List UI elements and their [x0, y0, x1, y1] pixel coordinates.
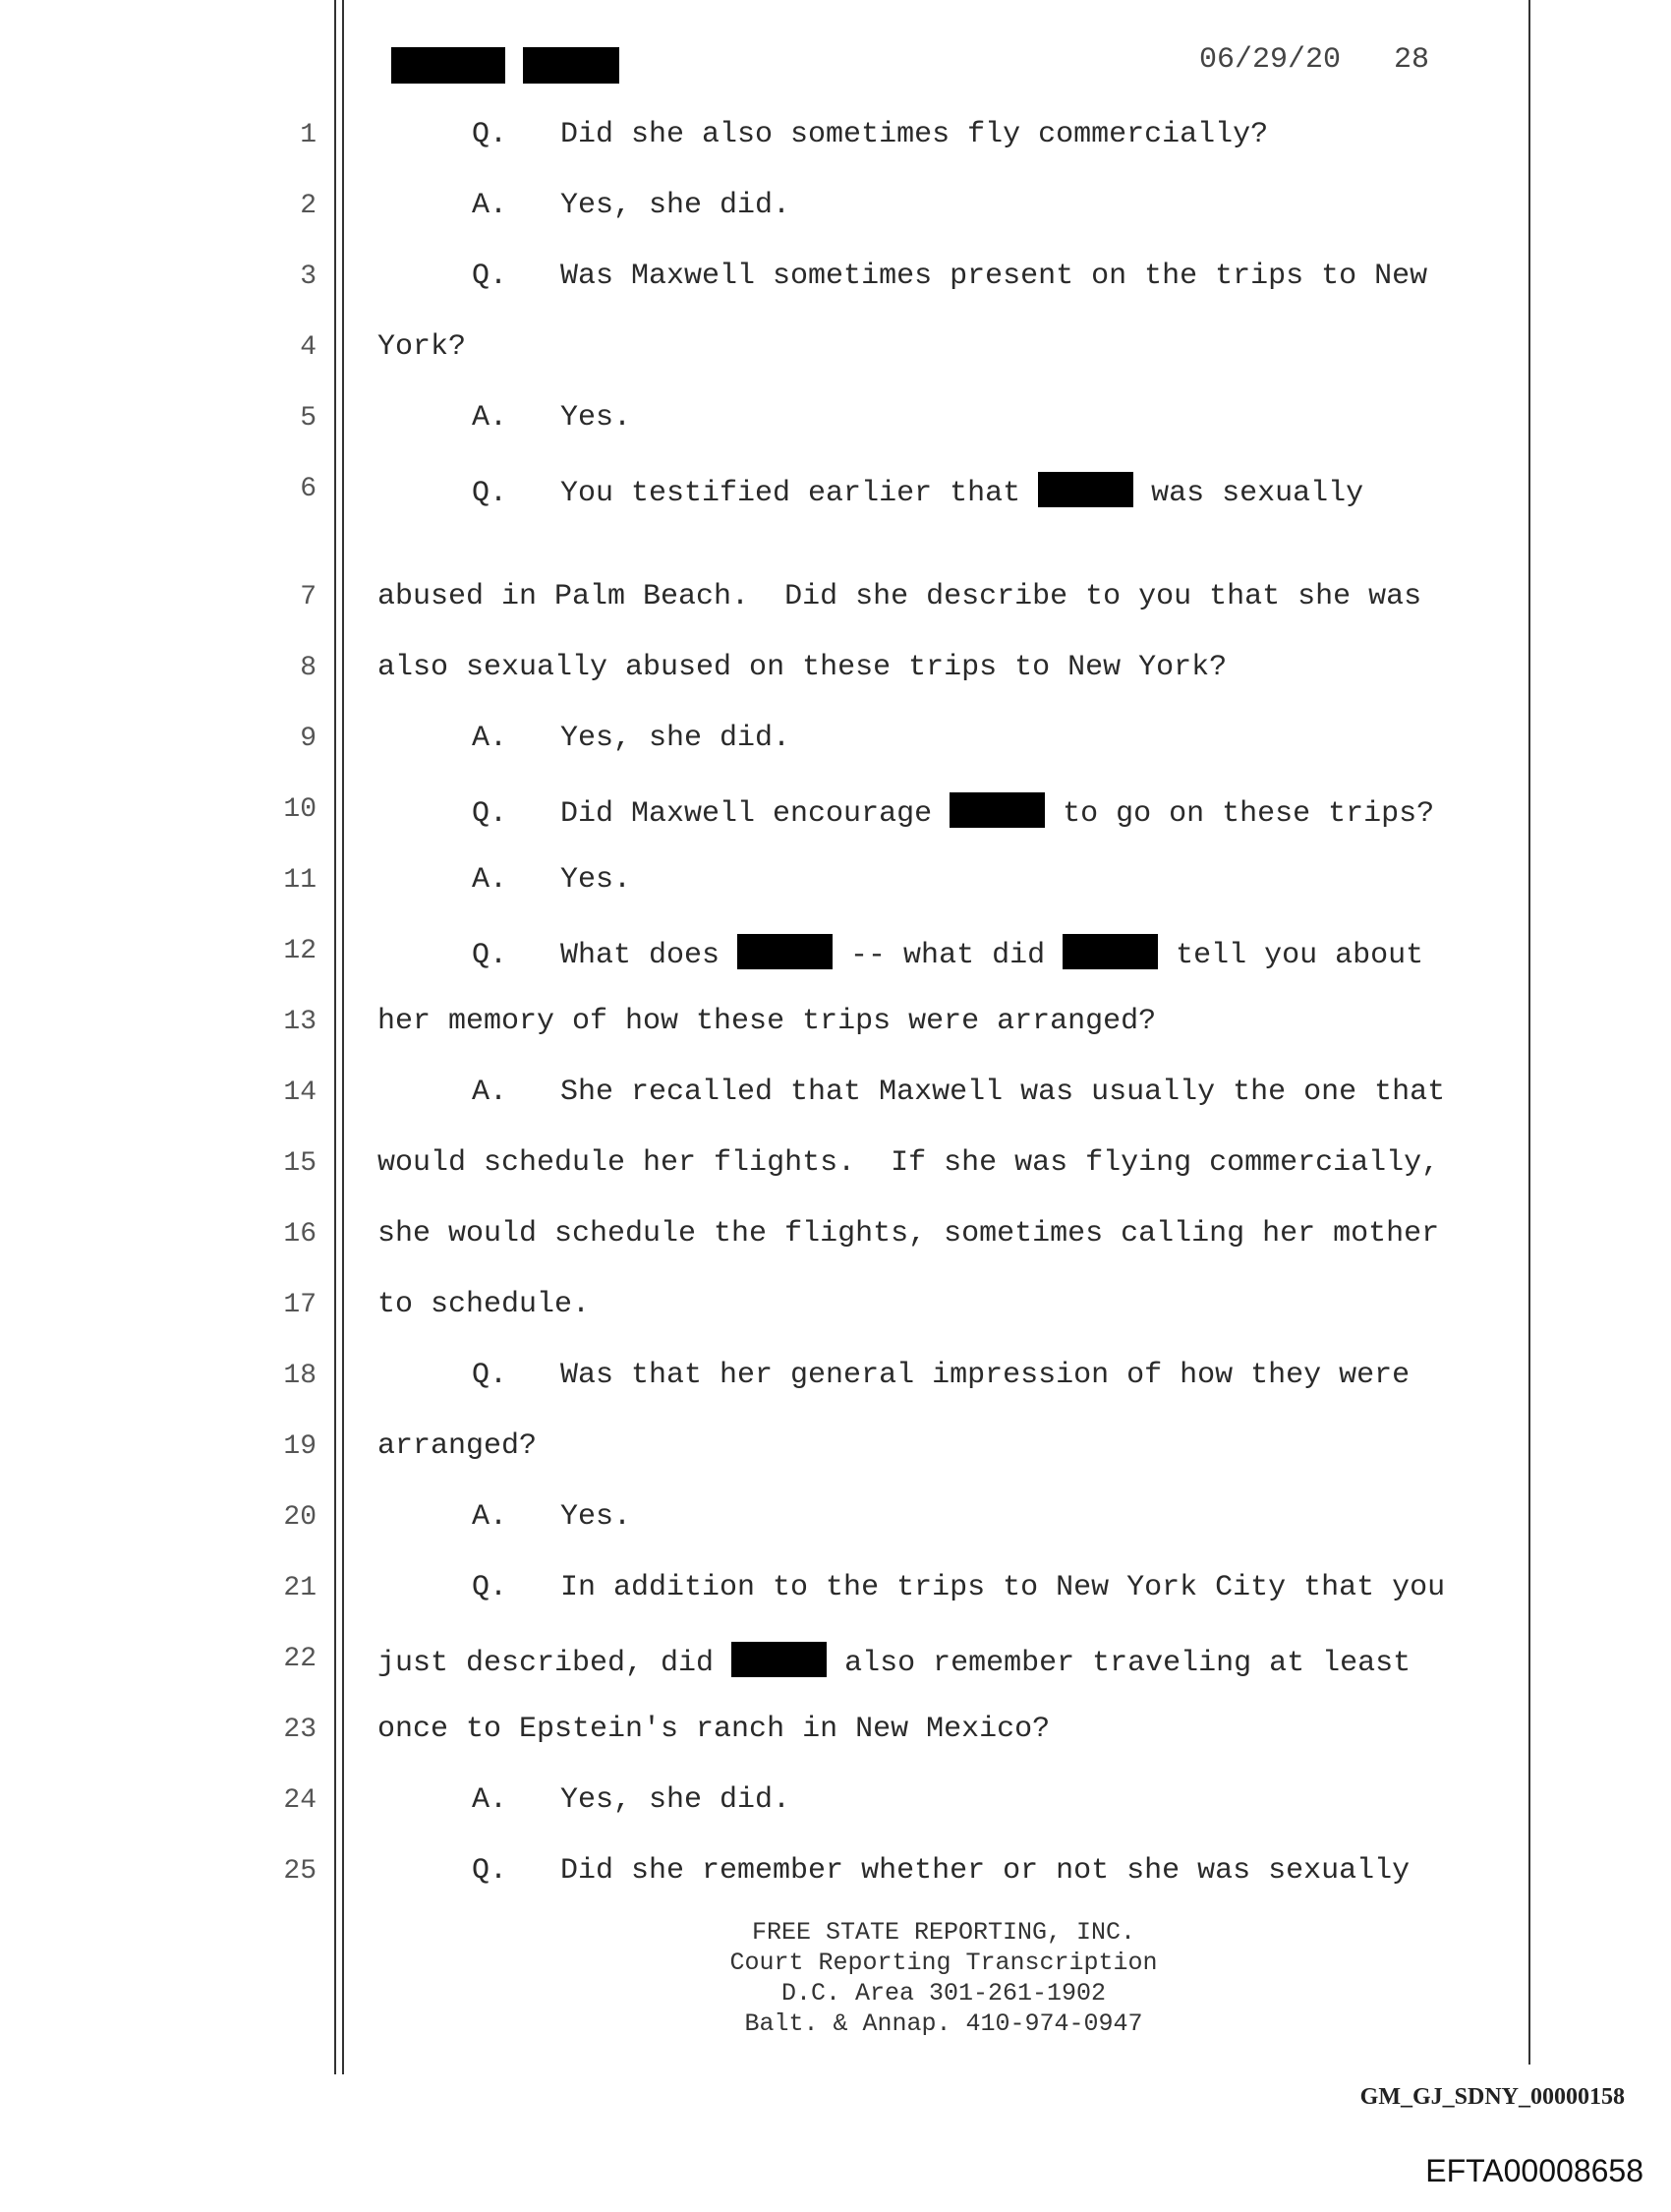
line-text: was sexually — [1133, 477, 1364, 510]
line-text: just described, did — [377, 1647, 732, 1680]
line-text: Q. You testified earlier that — [472, 477, 1039, 510]
transcript-line — [472, 189, 790, 222]
transcript-line — [377, 1429, 537, 1463]
transcript-line — [472, 1783, 790, 1817]
line-number: 23 — [283, 1715, 317, 1745]
redaction-box — [950, 792, 1045, 828]
line-number: 20 — [283, 1502, 317, 1533]
line-number: 4 — [300, 332, 317, 363]
transcript-line — [472, 934, 1423, 972]
transcript-line — [377, 1642, 1411, 1680]
transcript-line — [472, 118, 1268, 151]
line-text: York? — [377, 330, 467, 364]
line-text: tell you about — [1158, 939, 1424, 972]
line-text: Q. Did she also sometimes fly commercially? — [472, 118, 1269, 151]
line-number: 14 — [283, 1077, 317, 1108]
line-text: to go on these trips? — [1045, 797, 1435, 831]
line-number: 7 — [300, 582, 317, 612]
line-number: 12 — [283, 936, 317, 966]
redaction-box — [731, 1642, 827, 1677]
footer-company: FREE STATE REPORTING, INC. — [751, 1918, 1136, 1947]
line-text: Q. Did she remember whether or not she was sexually — [472, 1854, 1411, 1888]
line-number: 18 — [283, 1361, 317, 1391]
redaction-box — [1038, 472, 1133, 507]
line-number: 13 — [283, 1007, 317, 1037]
line-number: 8 — [300, 653, 317, 683]
transcript-line — [472, 1500, 631, 1534]
line-number: 19 — [283, 1431, 317, 1462]
redaction-box — [737, 934, 833, 969]
transcript-line — [472, 401, 631, 435]
line-number: 1 — [300, 120, 317, 150]
transcript-line — [472, 1854, 1410, 1888]
line-text: she would schedule the flights, sometimes calling her mother — [377, 1217, 1440, 1251]
line-text: to schedule. — [377, 1288, 591, 1321]
line-text: arranged? — [377, 1429, 538, 1463]
line-number: 17 — [283, 1290, 317, 1320]
line-number: 6 — [300, 474, 317, 504]
transcript-line — [472, 792, 1434, 831]
line-text: A. Yes. — [472, 1500, 632, 1534]
transcript-line — [472, 722, 790, 755]
line-text: A. Yes. — [472, 401, 632, 435]
bates-number: GM_GJ_SDNY_00000158 — [1359, 2084, 1625, 2110]
line-number: 22 — [283, 1644, 317, 1674]
line-text: Q. Was that her general impression of how they were — [472, 1359, 1411, 1392]
line-text: also sexually abused on these trips to New York? — [377, 651, 1228, 684]
transcript-line — [377, 1217, 1439, 1251]
transcript-line — [377, 580, 1421, 613]
transcript-line — [377, 1713, 1050, 1746]
line-number: 15 — [283, 1148, 317, 1179]
transcript-line — [472, 472, 1363, 510]
line-number: 3 — [300, 262, 317, 292]
footer-dc-phone: D.C. Area 301-261-1902 — [780, 1979, 1107, 2008]
line-number: 5 — [300, 403, 317, 434]
left-margin-rule-inner — [342, 0, 344, 2074]
line-number: 24 — [283, 1785, 317, 1816]
redaction-box — [1063, 934, 1158, 969]
header-redaction-2 — [523, 47, 619, 84]
footer-service: Court Reporting Transcription — [729, 1949, 1158, 1977]
line-text: A. Yes. — [472, 863, 632, 897]
transcript-line — [377, 1005, 1156, 1038]
line-text: once to Epstein's ranch in New Mexico? — [377, 1713, 1051, 1746]
line-text: A. Yes, she did. — [472, 189, 791, 222]
line-number: 25 — [283, 1856, 317, 1887]
transcript-line — [472, 1571, 1445, 1604]
line-text: A. Yes, she did. — [472, 1783, 791, 1817]
transcript-line — [472, 1076, 1445, 1109]
line-text: -- what did — [833, 939, 1064, 972]
line-number: 21 — [283, 1573, 317, 1603]
transcript-line — [377, 651, 1227, 684]
transcript-line — [472, 863, 631, 897]
transcript-line — [472, 260, 1427, 293]
efta-number: EFTA00008658 — [1425, 2153, 1643, 2188]
transcript-line — [377, 1146, 1439, 1180]
line-text: would schedule her flights. If she was flying commercially, — [377, 1146, 1440, 1180]
line-text: Q. What does — [472, 939, 738, 972]
line-number: 10 — [283, 794, 317, 825]
transcript-line — [472, 1359, 1410, 1392]
transcript-line — [377, 1288, 590, 1321]
page-header — [1199, 43, 1429, 77]
line-text: abused in Palm Beach. Did she describe to you that she was — [377, 580, 1422, 613]
line-text: her memory of how these trips were arranged? — [377, 1005, 1157, 1038]
reporter-footer — [688, 1917, 1199, 2039]
page-number: 28 — [1394, 43, 1430, 77]
line-text: A. She recalled that Maxwell was usually the one that — [472, 1076, 1446, 1109]
line-number: 16 — [283, 1219, 317, 1250]
line-text: Q. Did Maxwell encourage — [472, 797, 951, 831]
header-date: 06/29/20 — [1199, 43, 1342, 77]
left-margin-rule-outer — [334, 0, 336, 2074]
line-number: 9 — [300, 724, 317, 754]
line-text: Q. In addition to the trips to New York City that you — [472, 1571, 1446, 1604]
line-text: A. Yes, she did. — [472, 722, 791, 755]
line-text: Q. Was Maxwell sometimes present on the trips to New — [472, 260, 1428, 293]
transcript-line — [377, 330, 466, 364]
right-margin-rule — [1528, 0, 1530, 2065]
line-number: 11 — [283, 865, 317, 896]
header-redaction-1 — [391, 47, 505, 84]
footer-balt-phone: Balt. & Annap. 410-974-0947 — [744, 2009, 1143, 2038]
line-text: also remember traveling at least — [827, 1647, 1412, 1680]
line-number: 2 — [300, 191, 317, 221]
